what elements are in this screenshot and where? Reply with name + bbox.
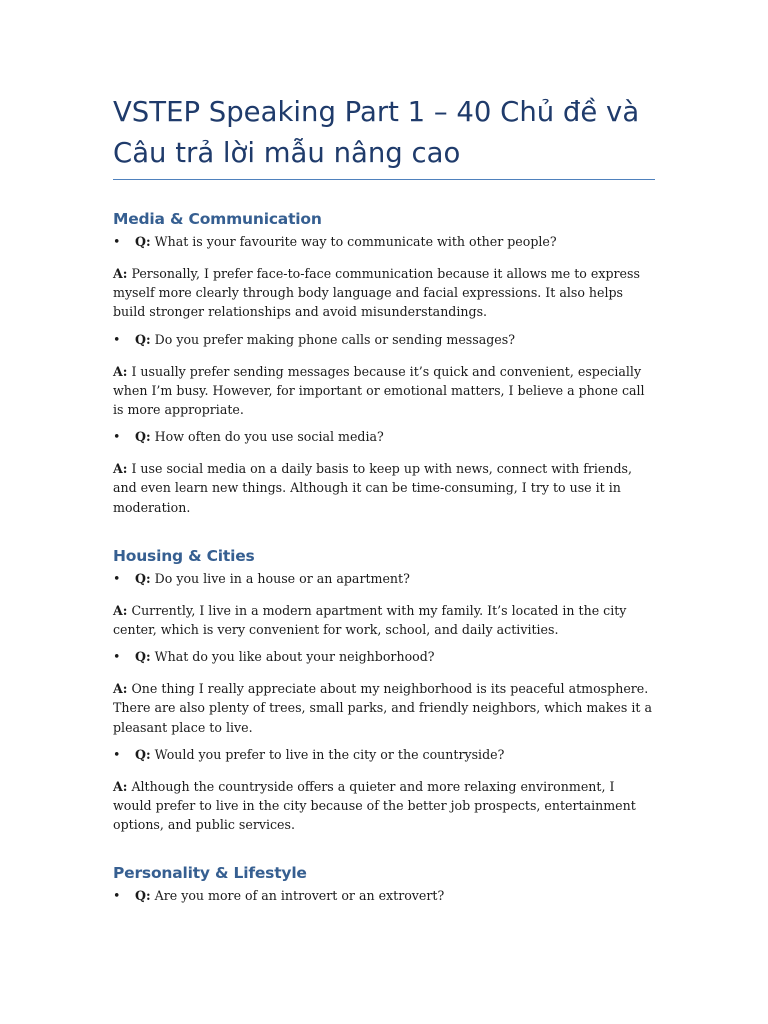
answer-text: Although the countryside offers a quieter and more relaxing environment, I would prefer to live in the city because of the better job prospects, entertainment options, and public services. [113,778,636,833]
section-personality-lifestyle [113,862,655,905]
question-text: What do you like about your neighborhood? [154,649,435,665]
a-label: A: [113,363,128,379]
q-label: Q: [135,649,151,665]
a-label: A: [113,778,128,794]
section-heading: Personality & Lifestyle [113,864,307,883]
question-text: What is your favourite way to communicate with other people? [154,234,557,249]
bullet-icon: • [113,746,121,762]
answer-paragraph [113,459,655,517]
answer-text: I usually prefer sending messages because it’s quick and convenient, especially when I’m busy. However, for important or emotional matters, I believe a phone call is more appropriate. [113,363,645,418]
title-underline [113,179,655,180]
question-item [113,886,655,905]
q-label: Q: [135,746,151,762]
answer-text: Personally, I prefer face-to-face communication because it allows me to express myself more clearly through body language and facial expressions. It also helps build stronger relationships and avoid misunderstandings. [113,266,640,320]
q-label: Q: [135,331,151,347]
answer-text: One thing I really appreciate about my neighborhood is its peaceful atmosphere. There are also plenty of trees, small parks, and friendly neighbors, which makes it a pleasant place to live. [113,681,652,735]
q-label: Q: [135,570,151,586]
a-label: A: [113,602,128,618]
page-title [113,92,655,174]
title-line-2: Câu trả lời mẫu nâng cao [113,137,461,169]
q-label: Q: [135,234,151,249]
question-text: Do you prefer making phone calls or sending messages? [154,331,515,347]
answer-paragraph [113,777,655,835]
section-heading: Media & Communication [113,210,322,228]
answer-text: Currently, I live in a modern apartment with my family. It’s located in the city center, which is very convenient for work, school, and daily activities. [113,602,627,638]
question-item [113,330,655,349]
answer-paragraph [113,362,655,420]
question-item [113,569,655,588]
section-media-communication [113,208,655,517]
question-item [113,427,655,446]
answer-paragraph [113,601,655,639]
q-label: Q: [135,888,151,904]
question-item [113,232,655,251]
bullet-icon: • [113,888,121,904]
question-item [113,745,655,764]
bullet-icon: • [113,331,121,347]
a-label: A: [113,461,128,477]
answer-paragraph [113,679,655,737]
answer-text: I use social media on a daily basis to keep up with news, connect with friends, and even learn new things. Although it can be time-consuming, I try to use it in moderation. [113,461,633,515]
section-housing-cities [113,545,655,835]
question-text: How often do you use social media? [154,429,384,445]
title-line-1: VSTEP Speaking Part 1 – 40 Chủ đề và [113,96,640,128]
question-text: Are you more of an introvert or an extrovert? [154,888,445,904]
a-label: A: [113,681,128,697]
question-text: Do you live in a house or an apartment? [154,570,410,586]
question-item [113,647,655,666]
bullet-icon: • [113,570,121,586]
q-label: Q: [135,429,151,445]
question-text: Would you prefer to live in the city or the countryside? [154,746,505,762]
bullet-icon: • [113,234,121,249]
bullet-icon: • [113,649,121,665]
section-heading: Housing & Cities [113,546,255,565]
answer-paragraph [113,264,655,322]
a-label: A: [113,266,128,281]
bullet-icon: • [113,429,121,445]
